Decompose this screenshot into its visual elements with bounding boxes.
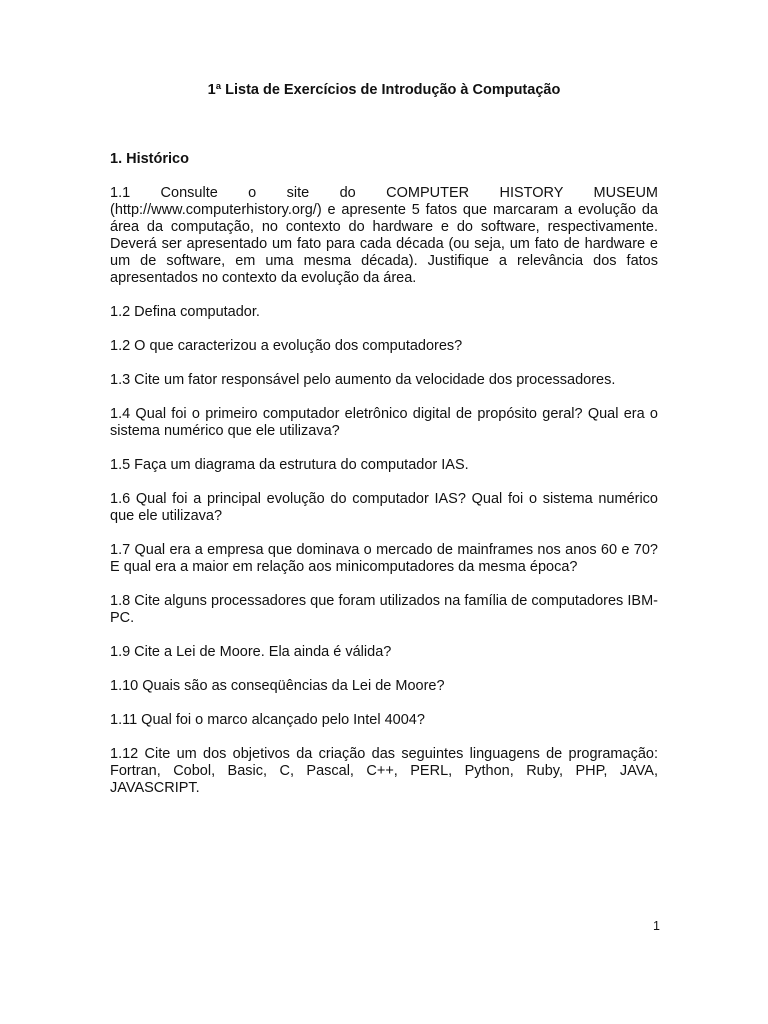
section-heading: 1. Histórico	[110, 151, 189, 167]
page-number: 1	[653, 919, 660, 933]
question-1-10: 1.10 Quais são as conseqüências da Lei de Moore?	[110, 678, 445, 694]
question-list	[110, 185, 658, 797]
question-1-5: 1.5 Faça um diagrama da estrutura do computador IAS.	[110, 457, 469, 473]
question-1-6: 1.6 Qual foi a principal evolução do computador IAS? Qual foi o sistema numérico que ele utilizava?	[110, 491, 658, 524]
question-1-12: 1.12 Cite um dos objetivos da criação das seguintes linguagens de programação: Fortran, Cobol, Basic, C, Pascal, C++, PERL, Python, Ruby, PHP, JAVA, JAVASCRIPT.	[110, 746, 658, 796]
document-page	[110, 82, 658, 797]
question-1-8: 1.8 Cite alguns processadores que foram utilizados na família de computadores IBM-PC.	[110, 593, 658, 626]
question-1-3: 1.3 Cite um fator responsável pelo aumento da velocidade dos processadores.	[110, 372, 616, 388]
question-1-2-define: 1.2 Defina computador.	[110, 304, 260, 320]
document-title: 1ª Lista de Exercícios de Introdução à Computação	[207, 82, 561, 98]
question-1-2-evolution: 1.2 O que caracterizou a evolução dos computadores?	[110, 338, 463, 354]
question-1-9: 1.9 Cite a Lei de Moore. Ela ainda é válida?	[110, 644, 392, 660]
question-1-7: 1.7 Qual era a empresa que dominava o mercado de mainframes nos anos 60 e 70? E qual era a maior em relação aos minicomputadores da mesma época?	[110, 542, 658, 575]
question-1-11: 1.11 Qual foi o marco alcançado pelo Intel 4004?	[110, 712, 425, 728]
question-1-4: 1.4 Qual foi o primeiro computador eletrônico digital de propósito geral? Qual era o sistema numérico que ele utilizava?	[110, 406, 658, 439]
question-1-1: 1.1 Consulte o site do COMPUTER HISTORY MUSEUM (http://www.computerhistory.org/) e apresente 5 fatos que marcaram a evolução da área da computação, no contexto do hardware e do software, respectivamente. Deverá ser apresentado um fato para cada década (ou seja, um fato de hardware e um de software, em uma mesma década). Justifique a relevância dos fatos apresentados no contexto da evolução da área.	[110, 185, 658, 286]
